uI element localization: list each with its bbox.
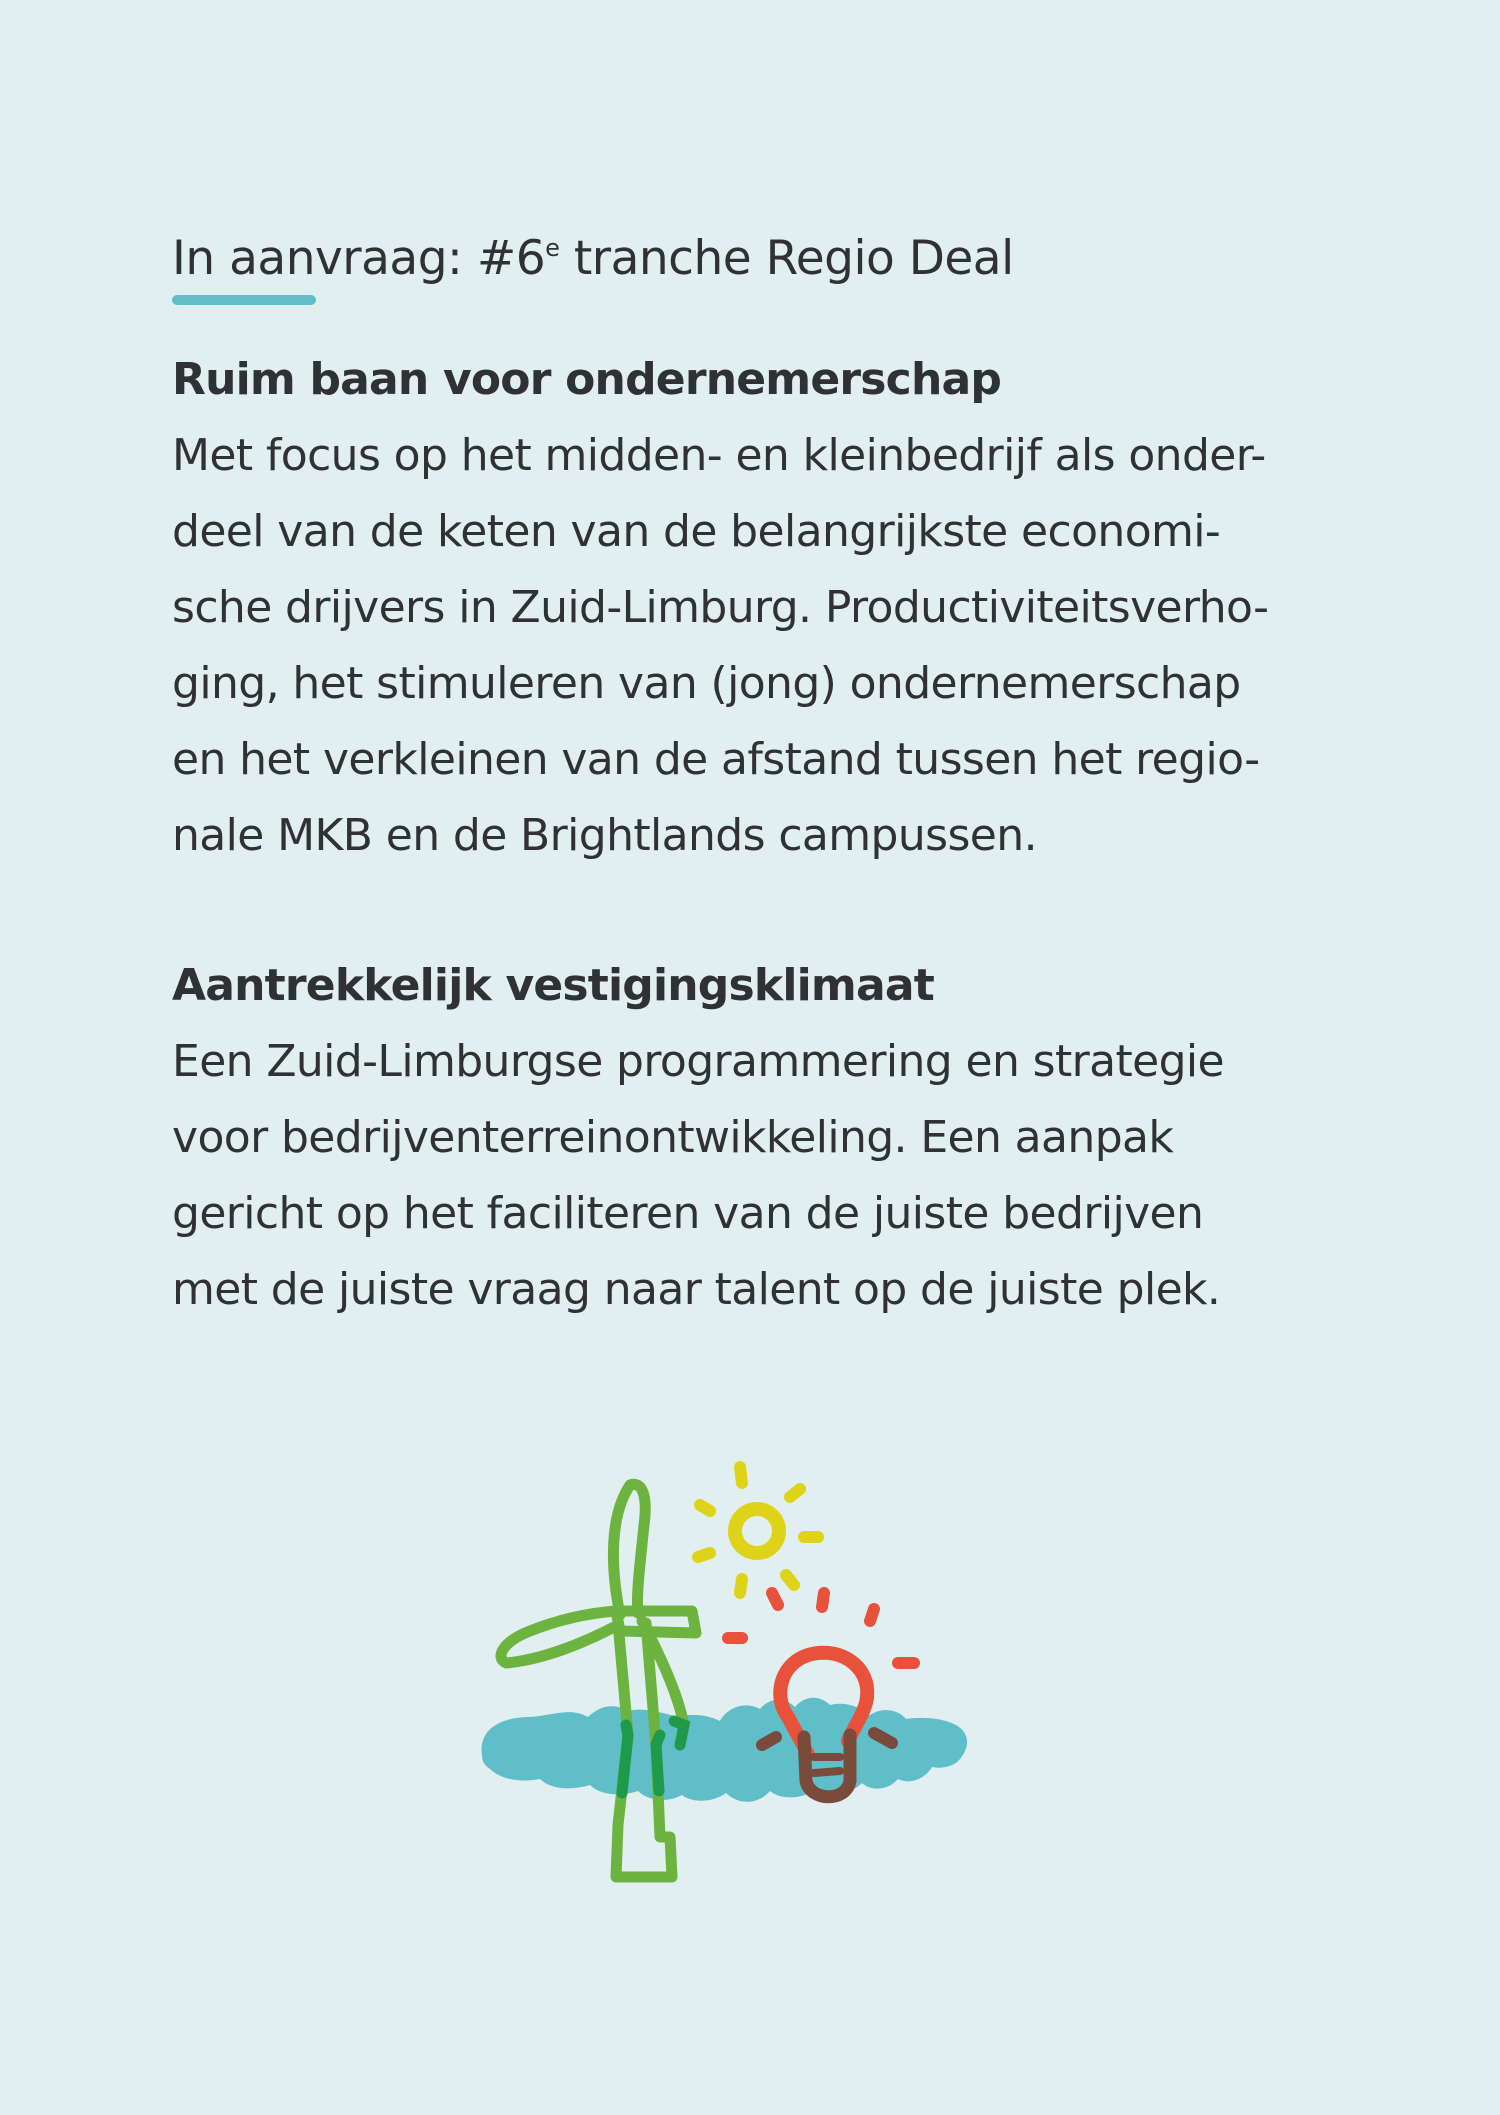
body-line: Met focus op het midden- en kleinbedrijf als onder-	[172, 430, 1266, 481]
page-title-suffix: tranche Regio Deal	[559, 231, 1014, 287]
body-line: gericht op het faciliteren van de juiste bedrijven	[172, 1188, 1204, 1239]
body-line: deel van de keten van de belangrijkste economi-	[172, 506, 1221, 557]
section-ondernemerschap	[172, 342, 1352, 874]
page-title	[172, 227, 1014, 291]
body-line: en het verkleinen van de afstand tussen het regio-	[172, 734, 1260, 785]
body-line: met de juiste vraag naar talent op de juiste plek.	[172, 1264, 1221, 1315]
section-vestigingsklimaat	[172, 948, 1352, 1328]
energy-illustration	[470, 1445, 1010, 1905]
body-line: ging, het stimuleren van (jong) ondernemerschap	[172, 658, 1241, 709]
page-title-superscript: e	[545, 234, 560, 263]
section-heading: Ruim baan voor ondernemerschap	[172, 354, 1002, 405]
body-line: sche drijvers in Zuid-Limburg. Productiviteitsverho-	[172, 582, 1269, 633]
water-icon	[482, 1698, 968, 1802]
sun-icon	[698, 1467, 818, 1593]
body-line: voor bedrijventerreinontwikkeling. Een aanpak	[172, 1112, 1174, 1163]
body-line: nale MKB en de Brightlands campussen.	[172, 810, 1037, 861]
wind-turbine-icon	[501, 1484, 696, 1877]
section-heading: Aantrekkelijk vestigingsklimaat	[172, 960, 934, 1011]
body-line: Een Zuid-Limburgse programmering en strategie	[172, 1036, 1225, 1087]
title-underline-rule	[172, 295, 316, 305]
page-title-prefix: In aanvraag: #6	[172, 231, 546, 287]
